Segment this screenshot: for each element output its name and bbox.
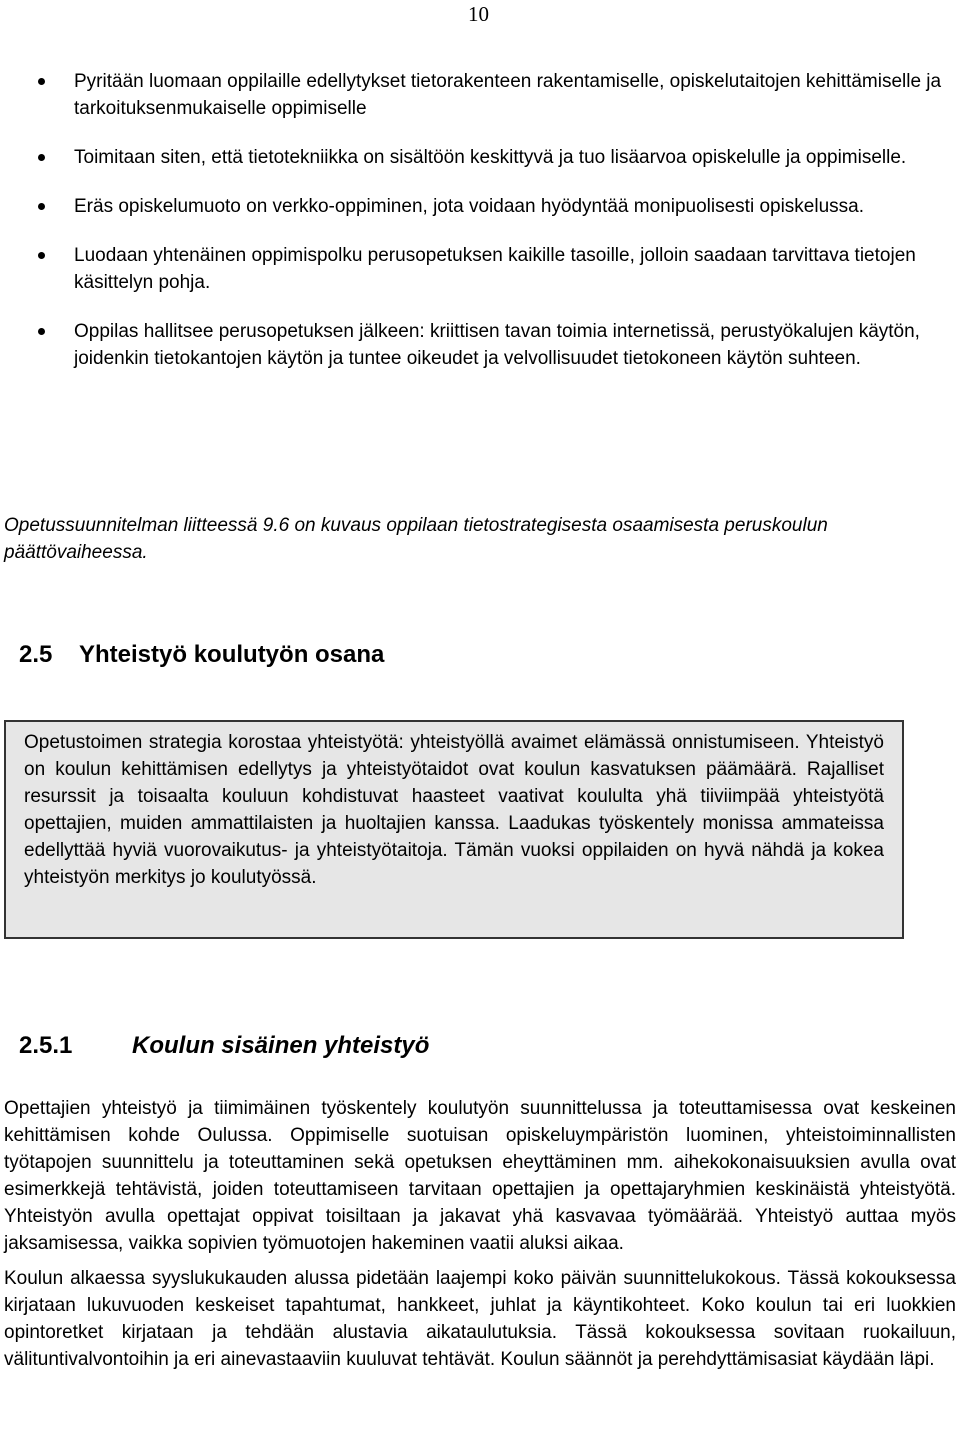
section-number: 2.5 <box>19 641 53 668</box>
page-number: 10 <box>468 2 489 26</box>
bullet-item <box>0 242 946 296</box>
bullet-item <box>0 144 946 171</box>
bullet-dot-icon <box>38 154 45 161</box>
bullet-item <box>0 318 946 372</box>
curriculum-note: Opetussuunnitelman liitteessä 9.6 on kuvaus oppilaan tietostrategisesta osaamisesta peruskoulun päättövaiheessa. <box>4 515 828 563</box>
highlight-box: Opetustoimen strategia korostaa yhteistyötä: yhteistyöllä avaimet elämässä onnistumiseen. Yhteistyö on koulun kehittämisen edellytys ja yhteistyötaidot ovat koulun kasvatuksen päämäärä. Rajalliset resurssit ja toisaalta kouluun kohdistuvat haasteet vaativat koululta yhä tiiviimpää yhteistyötä opettajien, muiden ammattilaisten ja huoltajien kanssa. Laadukas työskentely monissa ammateissa edellyttää hyviä vuorovaikutus- ja yhteistyötaitoja. Tämän vuoksi oppilaiden on hyvä nähdä ja kokea yhteistyön merkitys jo koulutyössä. <box>4 720 904 939</box>
bullet-item <box>0 193 946 220</box>
section-heading <box>19 638 384 672</box>
bullet-text: Oppilas hallitsee perusopetuksen jälkeen: kriittisen tavan toimia internetissä, perustyökalujen käytön, joidenkin tietokantojen käytön ja tuntee oikeudet ja velvollisuudet tietokoneen käytön suhteen. <box>74 321 920 369</box>
subsection-title: Koulun sisäinen yhteistyö <box>132 1032 430 1059</box>
bullet-dot-icon <box>38 203 45 210</box>
subsection-heading <box>19 1029 429 1063</box>
bullet-item <box>0 68 946 122</box>
bullet-text: Eräs opiskelumuoto on verkko-oppiminen, jota voidaan hyödyntää monipuolisesti opiskelussa. <box>74 196 865 217</box>
paragraph: Koulun alkaessa syyslukukauden alussa pidetään laajempi koko päivän suunnittelukokous. Tässä kokouksessa kirjataan lukuvuoden keskeiset tapahtumat, hankkeet, juhlat ja käyntikohteet. Koko koulun tai eri luokkien opintoretket kirjataan ja tehdään alustavia aikataulutuksia. Tässä kokouksessa sovitaan ruokailuun, välituntivalvontoihin ja eri ainevastaaviin kuuluvat tehtävät. Koulun säännöt ja perehdyttämisasiat käydään läpi. <box>4 1268 956 1370</box>
bullet-list <box>0 68 960 394</box>
bullet-text: Luodaan yhtenäinen oppimispolku perusopetuksen kaikille tasoille, jolloin saadaan tarvittava tietojen käsittelyn pohja. <box>74 245 916 293</box>
body-text <box>4 1095 956 1381</box>
bullet-dot-icon <box>38 328 45 335</box>
bullet-text: Toimitaan siten, että tietotekniikka on sisältöön keskittyvä ja tuo lisäarvoa opiskelulle ja oppimiselle. <box>74 147 907 168</box>
bullet-text: Pyritään luomaan oppilaille edellytykset tietorakenteen rakentamiselle, opiskelutaitojen kehittämiselle ja tarkoituksenmukaiselle oppimiselle <box>74 71 942 119</box>
section-title: Yhteistyö koulutyön osana <box>79 641 385 668</box>
paragraph: Opettajien yhteistyö ja tiimimäinen työskentely koulutyön suunnittelussa ja toteuttamisessa ovat keskeinen kehittämisen kohde Oulussa. Oppimiselle suotuisan opiskeluympäristön luominen, yhteistoiminnallisten työtapojen suunnittelu ja toteuttaminen sekä opetuksen eheyttäminen mm. aihekokonaisuuksien avulla ovat esimerkkejä tehtävistä, joiden toteuttamiseen tarvitaan opettajien ja opettajaryhmien keskinäistä yhteistyötä. Yhteistyön avulla opettajat oppivat toisiltaan ja jakavat yhä kasvavaa työmäärää. Yhteistyö auttaa myös jaksamisessa, vaikka sopivien työmuotojen hakeminen vaatii aluksi aikaa. <box>4 1098 956 1254</box>
subsection-number: 2.5.1 <box>19 1032 73 1059</box>
bullet-dot-icon <box>38 78 45 85</box>
bullet-dot-icon <box>38 252 45 259</box>
